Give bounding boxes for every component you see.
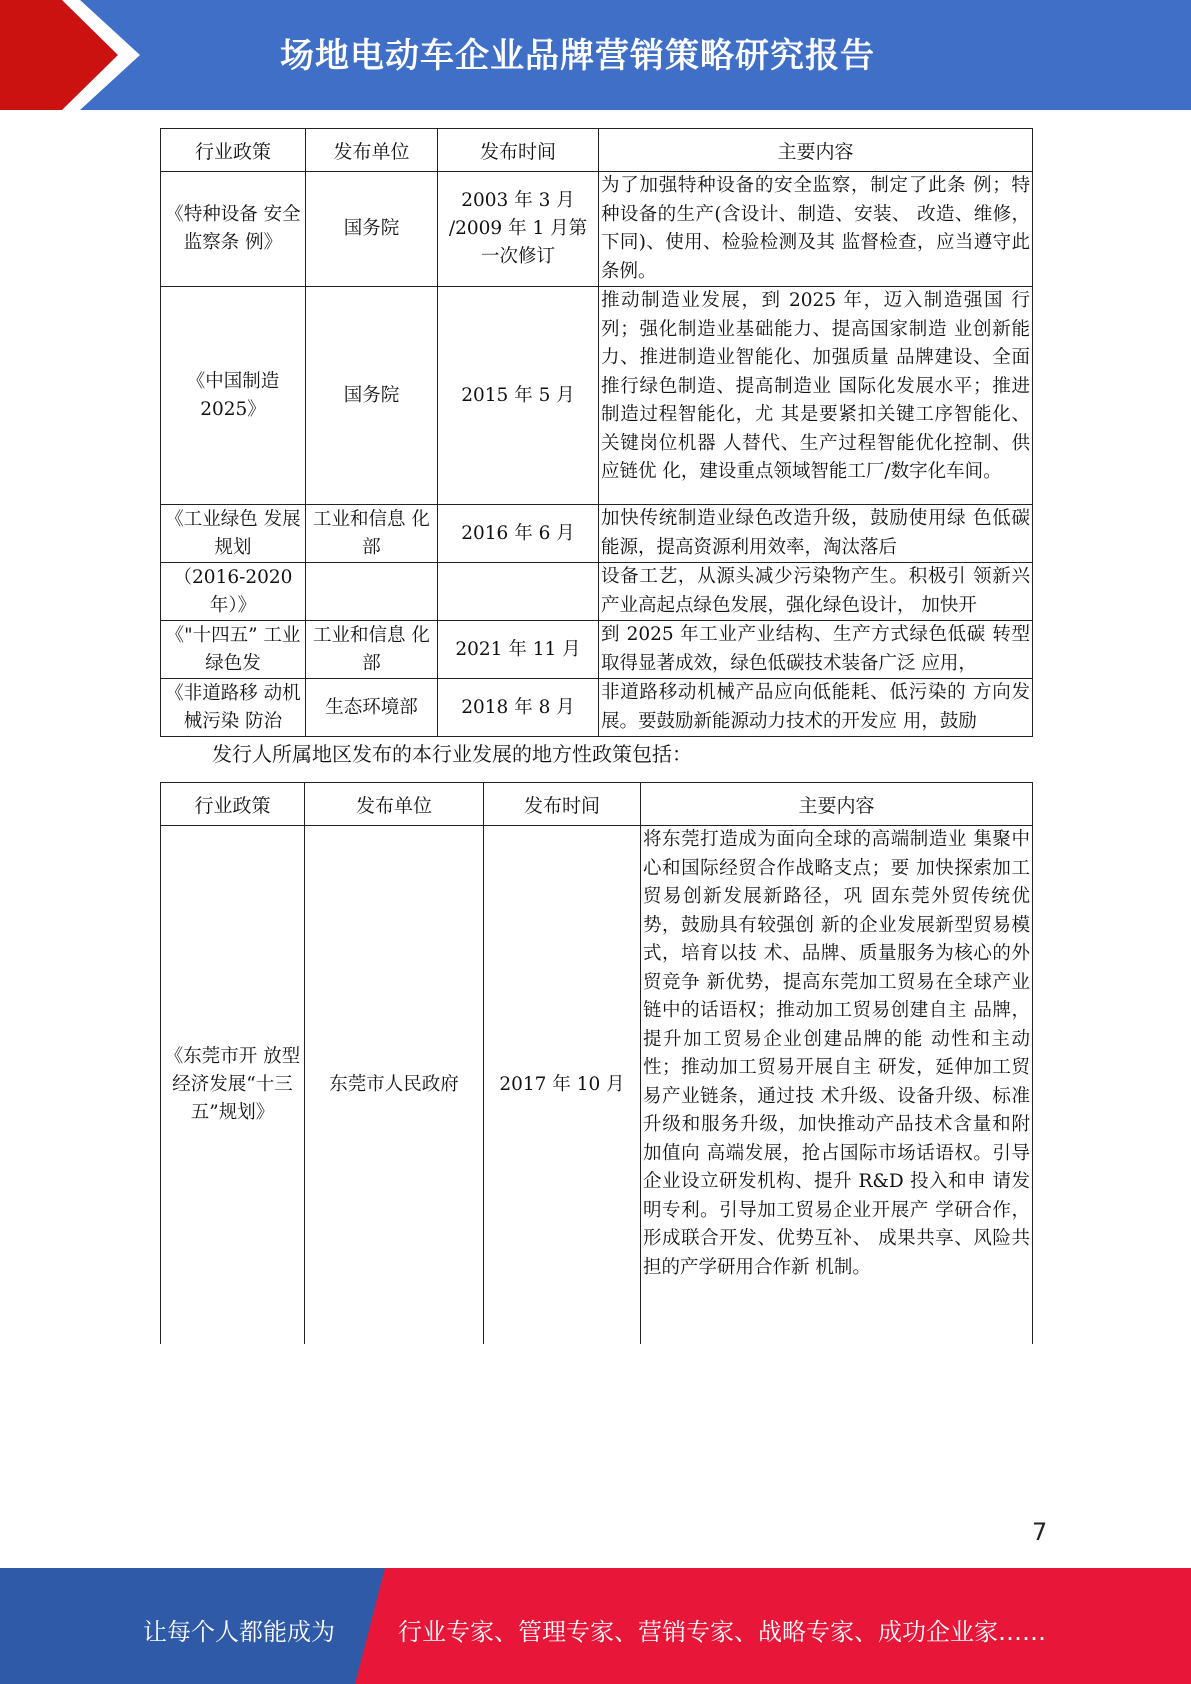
national-policy-table bbox=[160, 128, 1033, 737]
policy-issuer: 工业和信息 化部 bbox=[306, 621, 438, 679]
policy-date: 2018 年 8 月 bbox=[438, 679, 599, 737]
page-header bbox=[0, 0, 1191, 110]
table-row bbox=[161, 679, 1033, 737]
policy-issuer: 生态环境部 bbox=[306, 679, 438, 737]
table-row bbox=[161, 505, 1033, 563]
policy-issuer: 工业和信息 化部 bbox=[306, 505, 438, 563]
policy-date: 2003 年 3 月 /2009 年 1 月第一次修订 bbox=[438, 172, 599, 287]
header-chevron-icon bbox=[0, 0, 160, 110]
policy-name: 《工业绿色 发展规划 bbox=[161, 505, 306, 563]
table-row bbox=[161, 287, 1033, 505]
column-header-date: 发布时间 bbox=[484, 783, 641, 826]
table-header-row bbox=[161, 783, 1033, 826]
policy-name: （2016-2020 年）》 bbox=[161, 563, 306, 621]
policy-issuer: 国务院 bbox=[306, 172, 438, 287]
policy-content: 加快传统制造业绿色改造升级，鼓励使用绿 色低碳能源，提高资源利用效率，淘汰落后 bbox=[599, 505, 1033, 563]
policy-content: 设备工艺，从源头减少污染物产生。积极引 领新兴产业高起点绿色发展，强化绿色设计， 加快开 bbox=[599, 563, 1033, 621]
local-policy-table bbox=[160, 782, 1033, 1344]
page-number: 7 bbox=[1032, 1518, 1048, 1546]
column-header-content: 主要内容 bbox=[599, 129, 1033, 172]
policy-issuer bbox=[306, 563, 438, 621]
policy-content: 推动制造业发展，到 2025 年，迈入制造强国 行列；强化制造业基础能力、提高国家制造 业创新能力、推进制造业智能化、加强质量 品牌建设、全面推行绿色制造、提高制造业 国际化发展水平；推进制造过程智能化，尤 其是要紧扣关键工序智能化、关键岗位机器 人替代、生产过程智能优化控制、供应链优 化，建设重点领域智能工厂/数字化车间。 bbox=[599, 287, 1033, 505]
policy-name: 《东莞市开 放型经济发展“十三 五”规划》 bbox=[161, 826, 305, 1344]
policy-date: 2017 年 10 月 bbox=[484, 826, 641, 1344]
table-row bbox=[161, 621, 1033, 679]
policy-name: 《"十四五” 工业绿色发 bbox=[161, 621, 306, 679]
policy-name: 《特种设备 安全监察条 例》 bbox=[161, 172, 306, 287]
policy-date: 2021 年 11 月 bbox=[438, 621, 599, 679]
table-header-row bbox=[161, 129, 1033, 172]
column-header-policy: 行业政策 bbox=[161, 129, 306, 172]
policy-content: 为了加强特种设备的安全监察，制定了此条 例；特种设备的生产(含设计、制造、安装、 改造、维修，下同)、使用、检验检测及其 监督检查，应当遵守此条例。 bbox=[599, 172, 1033, 287]
policy-content: 非道路移动机械产品应向低能耗、低污染的 方向发展。要鼓励新能源动力技术的开发应 用，鼓励 bbox=[599, 679, 1033, 737]
report-title: 场地电动车企业品牌营销策略研究报告 bbox=[280, 36, 875, 76]
column-header-policy: 行业政策 bbox=[161, 783, 305, 826]
column-header-date: 发布时间 bbox=[438, 129, 599, 172]
policy-name: 《中国制造 2025》 bbox=[161, 287, 306, 505]
footer-slogan-left: 让每个人都能成为 bbox=[143, 1618, 335, 1646]
policy-content: 到 2025 年工业产业结构、生产方式绿色低碳 转型取得显著成效，绿色低碳技术装备广泛 应用， bbox=[599, 621, 1033, 679]
column-header-content: 主要内容 bbox=[641, 783, 1033, 826]
policy-name: 《非道路移 动机械污染 防治 bbox=[161, 679, 306, 737]
table-row bbox=[161, 563, 1033, 621]
policy-issuer: 东莞市人民政府 bbox=[305, 826, 484, 1344]
table-row bbox=[161, 826, 1033, 1344]
local-policy-intro: 发行人所属地区发布的本行业发展的地方性政策包括： bbox=[212, 742, 692, 766]
policy-date bbox=[438, 563, 599, 621]
policy-date: 2015 年 5 月 bbox=[438, 287, 599, 505]
policy-issuer: 国务院 bbox=[306, 287, 438, 505]
column-header-issuer: 发布单位 bbox=[306, 129, 438, 172]
policy-content: 将东莞打造成为面向全球的高端制造业 集聚中心和国际经贸合作战略支点；要 加快探索加工贸易创新发展新路径，巩 固东莞外贸传统优势，鼓励具有较强创 新的企业发展新型贸易模式，培育以技 术、品牌、质量服务为核心的外贸竞争 新优势，提高东莞加工贸易在全球产业 链中的话语权；推动加工贸易创建自主 品牌，提升加工贸易企业创建品牌的能 动性和主动性；推动加工贸易开展自主 研发，延伸加工贸易产业链条，通过技 术升级、设备升级、标准升级和服务升级，加快推动产品技术含量和附加值向 高端发展，抢占国际市场话语权。引导 企业设立研发机构、提升 R&D 投入和申 请发明专利。引导加工贸易企业开展产 学研合作，形成联合开发、优势互补、 成果共享、风险共担的产学研用合作新 机制。 bbox=[641, 826, 1033, 1344]
policy-date: 2016 年 6 月 bbox=[438, 505, 599, 563]
column-header-issuer: 发布单位 bbox=[305, 783, 484, 826]
page-footer bbox=[0, 1568, 1191, 1684]
footer-slogan-right: 行业专家、管理专家、营销专家、战略专家、成功企业家…… bbox=[398, 1618, 1046, 1646]
table-row bbox=[161, 172, 1033, 287]
